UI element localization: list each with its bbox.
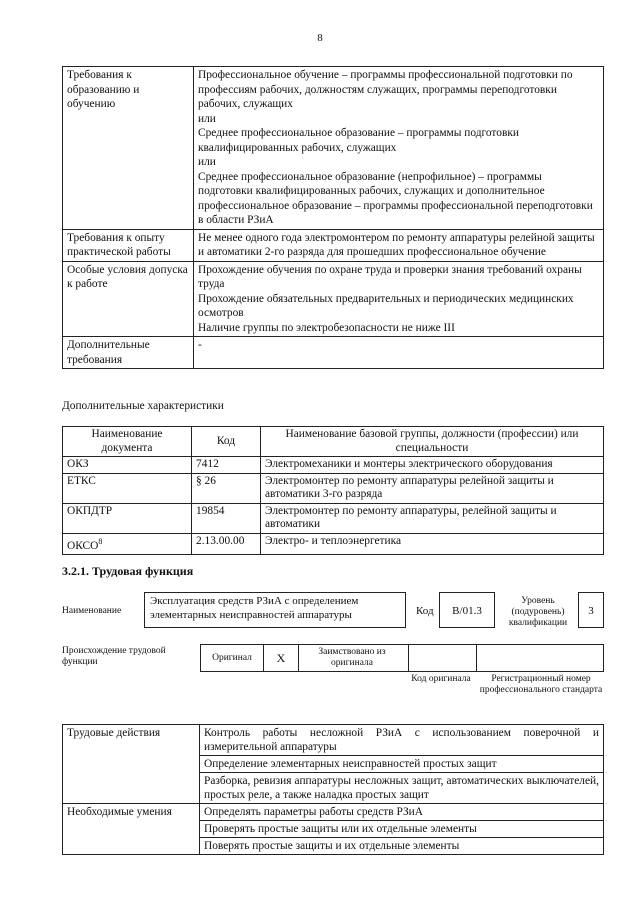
name-cell: Электромонтер по ремонту аппаратуры релейной защиты и автоматики 3-го разряда — [261, 473, 604, 503]
doc-cell: ОКЗ — [63, 457, 192, 474]
level-value: 3 — [588, 605, 594, 617]
footnote-mark: 8 — [98, 536, 103, 546]
doc-cell: ЕТКС — [63, 473, 192, 503]
reg-number-label: Регистрационный номер профессионального стандарта — [479, 674, 603, 695]
code-box — [439, 592, 495, 628]
table-header-row — [63, 427, 604, 457]
skill-item: Поверять простые защиты и их отдельные элементы — [200, 838, 604, 855]
requirement-line: или — [198, 156, 216, 168]
doc-cell: ОКПДТР — [63, 503, 192, 533]
column-header: Код — [192, 427, 261, 457]
original-mark: X — [263, 645, 299, 671]
table-row — [63, 261, 604, 337]
skill-item: Определять параметры работы средств РЗиА — [200, 804, 604, 821]
code-value: B/01.3 — [452, 605, 482, 617]
table-row — [63, 229, 604, 261]
reg-number-cell — [476, 645, 604, 671]
page-number: 8 — [317, 32, 323, 44]
requirement-value — [194, 229, 604, 261]
requirement-line: - — [198, 339, 202, 351]
level-box — [578, 592, 604, 628]
original-label: Оригинал — [212, 653, 252, 663]
activities-table — [62, 724, 604, 855]
table-row — [63, 804, 604, 821]
activity-item: Разборка, ревизия аппаратуры несложных защит, автоматических выключателей, простых реле, а также наладка простых защит — [200, 773, 604, 804]
origin-box — [200, 644, 604, 672]
characteristics-table — [62, 426, 604, 555]
code-cell: 7412 — [192, 457, 261, 474]
requirements-table — [62, 66, 604, 369]
activities-label: Трудовые действия — [63, 725, 200, 804]
activity-item: Определение элементарных неисправностей простых защит — [200, 756, 604, 773]
requirement-line: Прохождение обучения по охране труда и проверки знания требований охраны труда — [198, 263, 582, 290]
table-row — [63, 503, 604, 533]
requirement-value — [194, 261, 604, 337]
function-name: Эксплуатация средств РЗиА с определением элементарных неисправностей аппаратуры — [150, 595, 359, 621]
function-name-box — [144, 592, 406, 628]
additional-characteristics-title: Дополнительные характеристики — [62, 400, 224, 412]
table-row — [63, 725, 604, 756]
code-label: Код — [416, 605, 434, 617]
name-cell: Электро- и теплоэнергетика — [261, 533, 604, 554]
code-cell: 19854 — [192, 503, 261, 533]
activity-item: Контроль работы несложной РЗиА с использованием поверочной и измерительной аппаратуры — [200, 725, 604, 756]
code-original-cell — [408, 645, 477, 671]
borrowed-label: Заимствовано из оригинала — [318, 647, 386, 668]
name-cell: Электромонтер по ремонту аппаратуры, релейной защиты и автоматики — [261, 503, 604, 533]
requirement-line: Профессиональное обучение – программы профессиональной подготовки по профессиям рабочих, должностям служащих, программы переподготовки рабочих, служащих — [198, 69, 573, 110]
requirement-value — [194, 67, 604, 230]
requirement-line: Среднее профессиональное образование – программы подготовки квалифицированных рабочих, служащих — [198, 127, 519, 154]
code-cell: 2.13.00.00 — [192, 533, 261, 554]
requirement-value — [194, 337, 604, 369]
requirement-line: или — [198, 112, 216, 125]
requirement-label: Требования к опыту практической работы — [63, 229, 194, 261]
table-row — [63, 533, 604, 554]
level-label: Уровень (подуровень) квалификации — [508, 596, 568, 628]
function-heading: 3.2.1. Трудовая функция — [62, 564, 194, 578]
origin-label: Происхождение трудовой функции — [62, 646, 166, 667]
code-cell: § 26 — [192, 473, 261, 503]
table-row — [63, 457, 604, 474]
column-header: Наименование базовой группы, должности (профессии) или специальности — [261, 427, 604, 457]
requirement-line: Не менее одного года электромонтером по ремонту аппаратуры релейной защиты и автоматики 2-го разряда для прошедших профессиональное обучение — [198, 231, 595, 258]
doc-cell — [63, 533, 192, 554]
requirement-line: Среднее профессиональное образование (непрофильное) – программы подготовки квалифицированных рабочих, служащих и дополнительное профессиональное образование – программы профессиональной переподготовки в области РЗиА — [198, 170, 593, 226]
requirement-label: Требования к образованию и обучению — [63, 67, 194, 230]
skills-label: Необходимые умения — [63, 804, 200, 855]
column-header: Наименование документа — [63, 427, 192, 457]
requirement-label: Особые условия допуска к работе — [63, 261, 194, 337]
table-row — [63, 337, 604, 369]
name-label: Наименование — [62, 606, 122, 616]
doc-name: ОКСО — [67, 539, 99, 552]
table-row — [63, 67, 604, 230]
requirement-line: Прохождение обязательных предварительных и периодических медицинских осмотров — [198, 292, 574, 319]
requirement-line: Наличие группы по электробезопасности не ниже III — [198, 321, 455, 334]
skill-item: Проверять простые защиты или их отдельные элементы — [200, 821, 604, 838]
table-row — [63, 473, 604, 503]
code-original-label: Код оригинала — [411, 674, 471, 684]
requirement-label: Дополнительные требования — [63, 337, 194, 369]
name-cell: Электромеханики и монтеры электрического оборудования — [261, 457, 604, 474]
